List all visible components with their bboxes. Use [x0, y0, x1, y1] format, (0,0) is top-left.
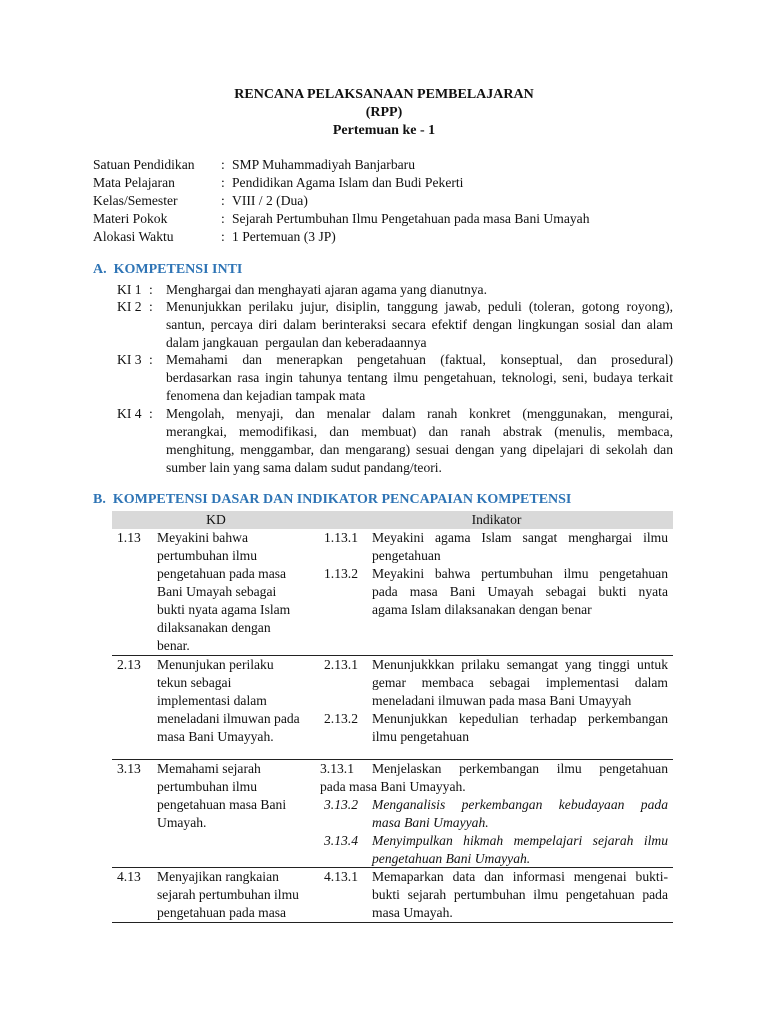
kd-text-line: pertumbuhan ilmu — [157, 548, 258, 563]
indicator-text-line: ilmu pengetahuan — [372, 729, 470, 744]
ki-text-line: sumber lain yang sama dalam sudut pandang/teori. — [166, 460, 442, 475]
ki-text-line: Menunjukkan perilaku jujur, disiplin, tanggung jawab, peduli (toleran, gotong royong), — [166, 299, 673, 314]
kd-text-line: masa Bani Umayyah. — [157, 729, 274, 744]
indicator-code: 3.13.1 — [320, 761, 354, 776]
identity-colon: : — [221, 193, 225, 208]
indicator-code: 2.13.2 — [324, 711, 358, 726]
ki-text-line: dalam jangkauan pergaulan dan keberadaannya — [166, 335, 427, 350]
indicator-text-line: masa Bani Umayyah. — [372, 815, 489, 830]
identity-colon: : — [221, 229, 225, 244]
ki-text-line: merangkai, memodifikasi, dan membuat) dan ranah abstrak (menulis, membaca, — [166, 424, 673, 439]
column-header-indikator: Indikator — [471, 512, 522, 527]
document-title: RENCANA PELAKSANAAN PEMBELAJARAN — [234, 87, 534, 102]
ki-text-line: Mengolah, menyaji, dan menalar dalam ranah konkret (menggunakan, mengurai, — [166, 406, 673, 421]
indicator-code: 3.13.4 — [324, 833, 358, 848]
kd-text-line: benar. — [157, 638, 190, 653]
kd-text-line: meneladani ilmuwan pada — [157, 711, 300, 726]
indicator-code: 2.13.1 — [324, 657, 358, 672]
indicator-text-line: Menjelaskan perkembangan ilmu pengetahuan — [372, 761, 668, 776]
kd-code: 1.13 — [117, 530, 141, 545]
identity-label: Mata Pelajaran — [93, 175, 175, 190]
kd-text-line: Menunjukan perilaku — [157, 657, 274, 672]
document-subtitle: (RPP) — [365, 105, 403, 120]
kd-code: 2.13 — [117, 657, 141, 672]
ki-colon: : — [149, 282, 153, 297]
identity-value: Sejarah Pertumbuhan Ilmu Pengetahuan pada masa Bani Umayah — [232, 211, 590, 226]
ki-code: KI 3 — [117, 352, 142, 367]
kd-text-line: dilaksanakan dengan — [157, 620, 271, 635]
kd-text-line: pertumbuhan ilmu — [157, 779, 258, 794]
ki-text-line: santun, percaya diri dalam berinteraksi secara efektif dengan lingkungan sosial dan alam — [166, 317, 673, 332]
indicator-code: 3.13.2 — [324, 797, 358, 812]
kd-text-line: pengetahuan pada masa — [157, 566, 287, 581]
kd-text-line: implementasi dalam — [157, 693, 267, 708]
indicator-code: 1.13.1 — [324, 530, 358, 545]
section-a-heading: A. KOMPETENSI INTI — [93, 262, 243, 277]
kd-text-line: pengetahuan masa Bani — [157, 797, 287, 812]
row-divider — [112, 922, 673, 923]
indicator-code: 4.13.1 — [324, 869, 358, 884]
kd-text-line: sejarah pertumbuhan ilmu — [157, 887, 299, 902]
ki-code: KI 2 — [117, 299, 142, 314]
identity-label: Materi Pokok — [93, 211, 168, 226]
kd-code: 4.13 — [117, 869, 141, 884]
indicator-text-line: pada masa Bani Umayah sebagai bukti nyata — [372, 584, 668, 599]
indicator-text-line: Memaparkan data dan informasi mengenai bukti- — [372, 869, 668, 884]
kd-text-line: Bani Umayah sebagai — [157, 584, 277, 599]
indicator-text-line: pengetahuan — [372, 548, 441, 563]
kd-code: 3.13 — [117, 761, 141, 776]
kd-text-line: Memahami sejarah — [157, 761, 261, 776]
kd-text-line: Umayah. — [157, 815, 207, 830]
identity-value: 1 Pertemuan (3 JP) — [232, 229, 336, 244]
indicator-text-line: agama Islam dilaksanakan dengan benar — [372, 602, 592, 617]
ki-text-line: fenomena dan kejadian tampak mata — [166, 388, 366, 403]
identity-value: SMP Muhammadiyah Banjarbaru — [232, 157, 415, 172]
identity-colon: : — [221, 211, 225, 226]
ki-text-line: Memahami dan menerapkan pengetahuan (faktual, konseptual, dan prosedural) — [166, 352, 673, 367]
indicator-text-line: meneladani ilmuwan pada masa Bani Umayyah — [372, 693, 632, 708]
ki-code: KI 1 — [117, 282, 142, 297]
indicator-text-line: pada masa Bani Umayyah. — [320, 779, 466, 794]
ki-colon: : — [149, 406, 153, 421]
ki-code: KI 4 — [117, 406, 142, 421]
meeting-number: Pertemuan ke - 1 — [332, 123, 436, 138]
identity-colon: : — [221, 175, 225, 190]
indicator-text-line: pengetahuan Bani Umayyah. — [372, 851, 531, 866]
ki-text-line: Menghargai dan menghayati ajaran agama yang dianutnya. — [166, 282, 487, 297]
indicator-text-line: Menganalisis perkembangan kebudayaan pada — [372, 797, 668, 812]
kd-text-line: pengetahuan pada masa — [157, 905, 287, 920]
identity-value: Pendidikan Agama Islam dan Budi Pekerti — [232, 175, 464, 190]
section-b-heading: B. KOMPETENSI DASAR DAN INDIKATOR PENCAPAIAN KOMPETENSI — [93, 492, 572, 507]
ki-colon: : — [149, 352, 153, 367]
indicator-text-line: Meyakini agama Islam sangat menghargai ilmu — [372, 530, 668, 545]
kd-text-line: tekun sebagai — [157, 675, 232, 690]
kd-text-line: Menyajikan rangkaian — [157, 869, 279, 884]
indicator-text-line: Menyimpulkan hikmah mempelajari sejarah ilmu — [372, 833, 668, 848]
indicator-code: 1.13.2 — [324, 566, 358, 581]
indicator-text-line: Menunjukkkan prilaku semangat yang tinggi untuk — [372, 657, 668, 672]
ki-colon: : — [149, 299, 153, 314]
identity-label: Kelas/Semester — [93, 193, 178, 208]
column-header-kd: KD — [206, 512, 226, 527]
ki-text-line: berdasarkan rasa ingin tahunya tentang ilmu pengetahuan, teknologi, seni, budaya terkait — [166, 370, 673, 385]
indicator-text-line: masa Umayah. — [372, 905, 453, 920]
identity-value: VIII / 2 (Dua) — [232, 193, 308, 208]
indicator-text-line: Meyakini bahwa pertumbuhan ilmu pengetahuan — [372, 566, 668, 581]
kd-text-line: Meyakini bahwa — [157, 530, 248, 545]
indicator-text-line: gemar membaca sebagai implementasi dalam — [372, 675, 668, 690]
kd-text-line: bukti nyata agama Islam — [157, 602, 291, 617]
indicator-text-line: Menunjukkan kepedulian terhadap perkembangan — [372, 711, 668, 726]
identity-label: Alokasi Waktu — [93, 229, 174, 244]
identity-label: Satuan Pendidikan — [93, 157, 195, 172]
indicator-text-line: bukti sejarah pertumbuhan ilmu pengetahuan pada — [372, 887, 668, 902]
identity-colon: : — [221, 157, 225, 172]
ki-text-line: menghitung, menggambar, dan mengarang) sesuai dengan yang dipelajari di sekolah dan — [166, 442, 673, 457]
